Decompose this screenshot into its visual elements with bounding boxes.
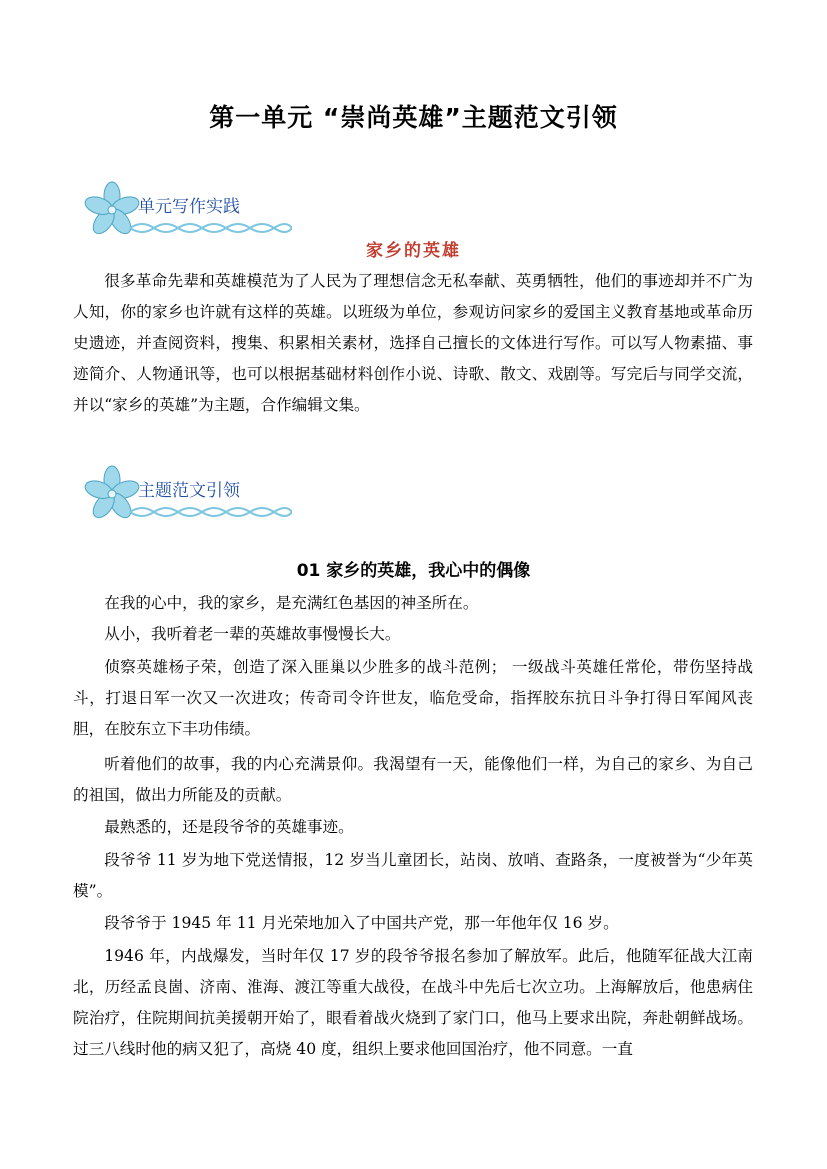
- section-header-writing-practice: [82, 180, 292, 244]
- section-label-model-essay: 主题范文引领: [138, 481, 240, 501]
- essay-paragraph: 段爷爷于 1945 年 11 月光荣地加入了中国共产党，那一年他年仅 16 岁。: [104, 914, 619, 932]
- page-title: 第一单元 “崇尚英雄”主题范文引领: [209, 103, 618, 132]
- essay-paragraph: 1946 年，内战爆发，当时年仅 17 岁的段爷爷报名参加了解放军。此后，他随军征战大江南北，历经孟良崮、济南、淮海、渡江等重大战役，在战斗中先后七次立功。上海解放后，他患病住院治疗，住院期间抗美援朝开始了，眼看着战火烧到了家门口，他马上要求出院，奔赴朝鲜战场。过三八线时他的病又犯了，高烧 40 度，组织上要求他回国治疗，他不同意。一直: [73, 947, 753, 1058]
- section-header-model-essay: [82, 464, 292, 528]
- essay-paragraph: 从小，我听着老一辈的英雄故事慢慢长大。: [104, 625, 401, 643]
- essay-paragraph: 侦察英雄杨子荣，创造了深入匪巢以少胜多的战斗范例； 一级战斗英雄任常伦，带伤坚持战斗，打退日军一次又一次进攻；传奇司令许世友，临危受命，指挥胶东抗日斗争打得日军闻风丧胆，在胶东立下丰功伟绩。: [73, 658, 753, 738]
- assignment-paragraph: 很多革命先辈和英雄模范为了人民为了理想信念无私奉献、英勇牺牲，他们的事迹却并不广为人知，你的家乡也许就有这样的英雄。以班级为单位，参观访问家乡的爱国主义教育基地或革命历史遗迹，并查阅资料，搜集、积累相关素材，选择自己擅长的文体进行写作。可以写人物素描、事迹简介、人物通讯等，也可以根据基础材料创作小说、诗歌、散文、戏剧等。写完后与同学交流，并以“家乡的英雄”为主题，合作编辑文集。: [73, 272, 753, 414]
- wave-ornament: [130, 508, 292, 516]
- essay-title-hometown-hero: 家乡的英雄: [366, 241, 461, 261]
- essay-title-idol: 01 家乡的英雄，我心中的偶像: [296, 561, 531, 581]
- essay-paragraph: 听着他们的故事，我的内心充满景仰。我渴望有一天，能像他们一样，为自己的家乡、为自己的祖国，做出力所能及的贡献。: [73, 755, 753, 804]
- essay-paragraph: 在我的心中，我的家乡，是充满红色基因的神圣所在。: [104, 594, 479, 612]
- essay-paragraph: 段爷爷 11 岁为地下党送情报，12 岁当儿童团长，站岗、放哨、查路条，一度被誉为“少年英模”。: [73, 851, 753, 900]
- wave-ornament: [130, 224, 292, 232]
- section-label-writing-practice: 单元写作实践: [138, 197, 240, 217]
- essay-paragraph: 最熟悉的，还是段爷爷的英雄事迹。: [104, 818, 354, 836]
